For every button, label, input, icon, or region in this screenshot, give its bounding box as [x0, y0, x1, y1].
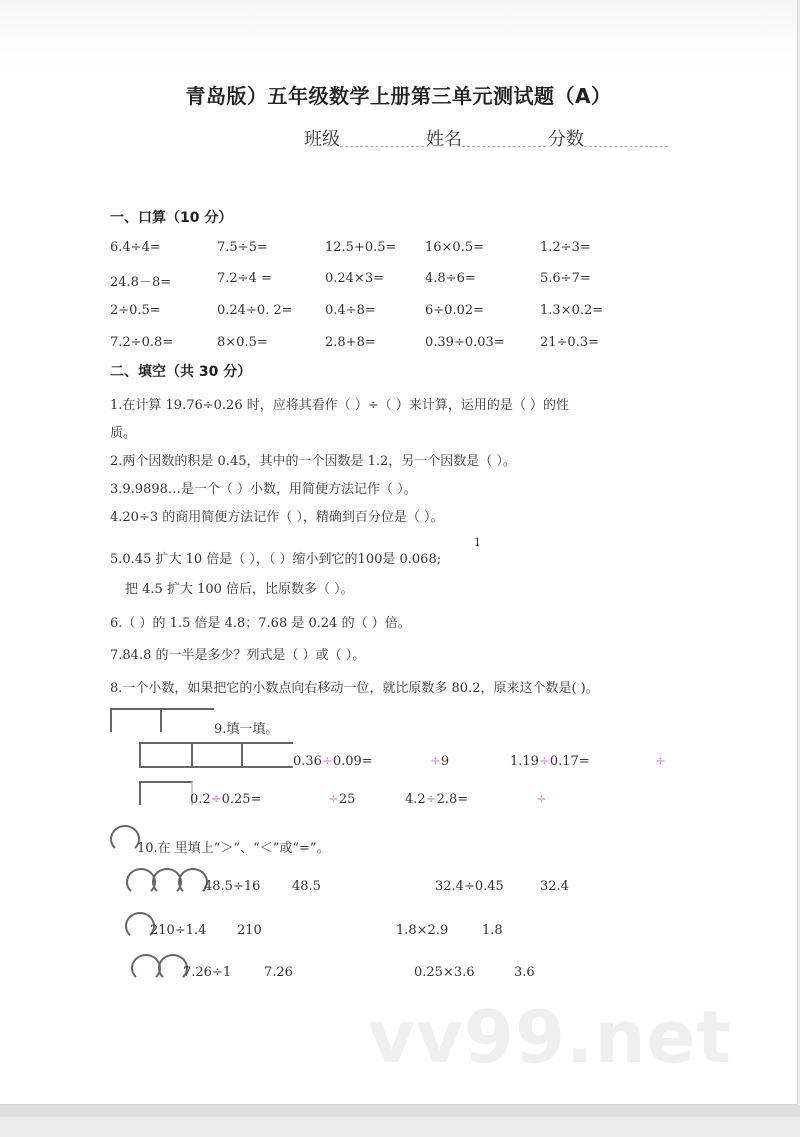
compare-left: 1.8×2.9: [396, 923, 449, 938]
oral-calc-item: 12.5+0.5=: [325, 240, 397, 255]
question-9: 9.填一填。: [214, 722, 279, 737]
q9-expr-left: 1.19: [510, 754, 539, 769]
watermark: vv99.net: [368, 995, 732, 1079]
student-info-line: [304, 125, 670, 151]
compare-left: 0.25×3.6: [414, 965, 475, 980]
q9-expr: [430, 754, 449, 769]
score-blank[interactable]: [584, 132, 668, 147]
question-1: 1.在计算 19.76÷0.26 时，应将其看作（ ）÷（ ）来计算，运用的是（ ）的性: [110, 398, 570, 413]
oral-calc-item: 0.24×3=: [325, 271, 385, 286]
divide-symbol: ÷: [210, 792, 222, 807]
section-heading-fill-blank: 二、填空（共 30 分）: [110, 364, 252, 380]
compare-right: 210: [237, 923, 262, 938]
oral-calc-item: 6.4÷4=: [110, 240, 161, 255]
divide-symbol: ÷: [538, 754, 550, 769]
question-5: 5.0.45 扩大 10 倍是（ ），（ ）缩小到它的100是 0.068;: [110, 552, 442, 567]
answer-box[interactable]: [110, 708, 162, 732]
question-3: 3.9.9898…是一个（ ）小数，用简便方法记作（ ）。: [110, 482, 417, 497]
answer-box[interactable]: [191, 742, 243, 768]
page-top-shade: [0, 0, 797, 70]
score-label: 分数: [548, 129, 584, 150]
compare-left: 210÷1.4: [150, 923, 207, 938]
q9-expr-right: 2.8=: [436, 792, 469, 807]
class-blank[interactable]: [340, 132, 424, 147]
answer-box[interactable]: [160, 708, 214, 732]
fraction-numerator: 1: [474, 536, 481, 549]
oral-calc-item: 4.8÷6=: [425, 271, 476, 286]
q9-expr-left: 4.2: [405, 792, 426, 807]
q9-expr-right: 0.17=: [549, 754, 590, 769]
q9-expr-left: 0.2: [190, 792, 211, 807]
oral-calc-item: 0.24÷0. 2=: [217, 303, 293, 318]
divide-symbol: ÷: [536, 792, 547, 807]
question-5-cont: 把 4.5 扩大 100 倍后，比原数多（ ）。: [125, 582, 354, 597]
oral-calc-item: 0.39÷0.03=: [425, 335, 505, 350]
oral-calc-item: 7.2÷4 =: [217, 271, 272, 286]
divide-symbol: ÷: [328, 792, 339, 807]
oral-calc-item: 16×0.5=: [425, 240, 485, 255]
oral-calc-item: 2÷0.5=: [110, 303, 161, 318]
name-label: 姓名: [426, 129, 462, 150]
question-8: 8.一个小数，如果把它的小数点向右移动一位，就比原数多 80.2，原来这个数是( )。: [110, 681, 599, 696]
divide-symbol: ÷: [430, 754, 441, 769]
question-10: 10.在 里填上“＞”、“＜”或“=”。: [137, 841, 330, 856]
q9-expr: [536, 792, 547, 807]
q9-expr: [190, 792, 261, 807]
q9-expr-right: 9: [440, 754, 450, 769]
compare-right: 3.6: [514, 965, 535, 980]
divide-symbol: ÷: [655, 754, 666, 769]
compare-left: 7.26÷1: [183, 965, 232, 980]
q9-expr: [293, 754, 373, 769]
q9-expr-left: 0.36: [293, 754, 322, 769]
oral-calc-item: 1.2÷3=: [540, 240, 591, 255]
compare-right: 48.5: [292, 879, 321, 894]
q9-expr: [405, 792, 468, 807]
compare-right: 1.8: [482, 923, 503, 938]
oral-calc-item: 1.3×0.2=: [540, 303, 604, 318]
question-6: 6.（ ）的 1.5 倍是 4.8；7.68 是 0.24 的（ ）倍。: [110, 616, 411, 631]
compare-right: 32.4: [540, 879, 569, 894]
q9-expr-right: 0.25=: [221, 792, 262, 807]
compare-left: 48.5÷16: [204, 879, 261, 894]
name-blank[interactable]: [462, 132, 546, 147]
q9-expr: [510, 754, 590, 769]
oral-calc-item: 7.5÷5=: [217, 240, 268, 255]
class-label: 班级: [304, 129, 340, 150]
question-2: 2.两个因数的积是 0.45，其中的一个因数是 1.2，另一个因数是（ ）。: [110, 454, 516, 469]
q9-expr-right: 25: [338, 792, 356, 807]
page-bottom-edge: [0, 1105, 800, 1117]
oral-calc-item: 0.4÷8=: [325, 303, 376, 318]
oral-calc-item: 6÷0.02=: [425, 303, 485, 318]
compare-right: 7.26: [264, 965, 293, 980]
oral-calc-item: 5.6÷7=: [540, 271, 591, 286]
q9-expr: [328, 792, 355, 807]
q9-expr: [655, 754, 666, 769]
compare-left: 32.4÷0.45: [435, 879, 504, 894]
oral-calc-item: 2.8+8=: [325, 335, 376, 350]
oral-calc-item: 7.2÷0.8=: [110, 335, 174, 350]
section-heading-oral-calc: 一、口算（10 分）: [110, 210, 233, 226]
divide-symbol: ÷: [425, 792, 437, 807]
q9-expr-right: 0.09=: [332, 754, 373, 769]
question-4: 4.20÷3 的商用简便方法记作（ ），精确到百分位是（ ）。: [110, 510, 444, 525]
divide-symbol: ÷: [321, 754, 333, 769]
answer-box[interactable]: [241, 742, 293, 768]
question-7: 7.84.8 的一半是多少？列式是（ ）或（ ）。: [110, 648, 366, 663]
oral-calc-item: 24.8－8=: [110, 275, 172, 290]
compare-circle[interactable]: [131, 954, 161, 982]
answer-box[interactable]: [139, 781, 193, 805]
oral-calc-item: 8×0.5=: [217, 335, 268, 350]
page-title: 青岛版）五年级数学上册第三单元测试题（A）: [185, 84, 612, 108]
compare-circle[interactable]: [110, 825, 140, 853]
question-1-cont: 质。: [110, 426, 137, 441]
oral-calc-item: 21÷0.3=: [540, 335, 600, 350]
answer-box[interactable]: [139, 742, 193, 768]
